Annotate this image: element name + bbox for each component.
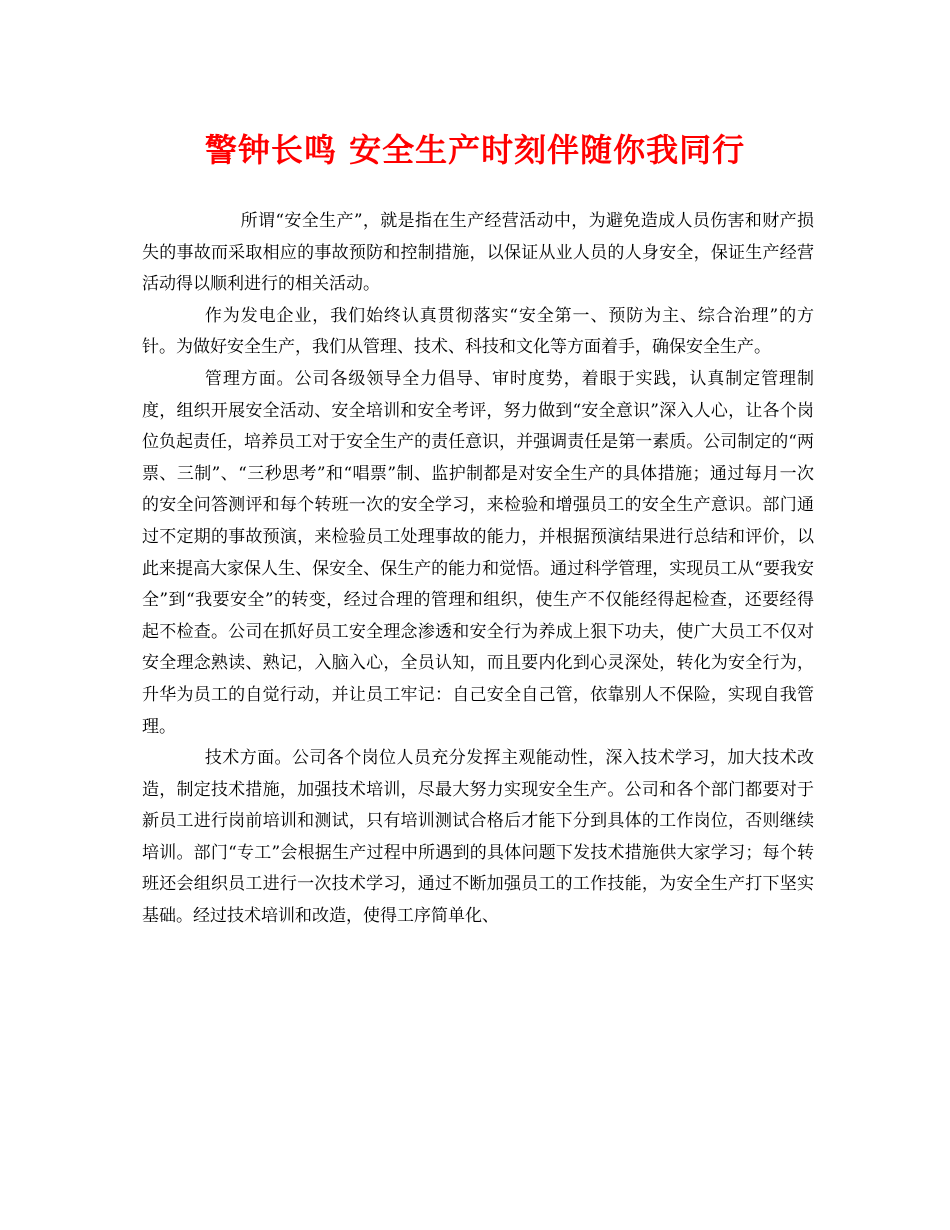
paragraph-technology: 技术方面。公司各个岗位人员充分发挥主观能动性，深入技术学习，加大技术改造，制定技术措施，加强技术培训，尽最大努力实现安全生产。公司和各个部门都要对于新员工进行岗前培训和测试，只有培训测试合格后才能下分到具体的工作岗位，否则继续培训。部门“专工”会根据生产过程中所遇到的具体问题下发技术措施供大家学习；每个转班还会组织员工进行一次技术学习，通过不断加强员工的工作技能，为安全生产打下坚实基础。经过技术培训和改造，使得工序简单化、 <box>142 748 814 927</box>
document-title: 警钟长鸣 安全生产时刻伴随你我同行 <box>204 131 746 169</box>
paragraph-policy: 作为发电企业，我们始终认真贯彻落实“安全第一、预防为主、综合治理”的方针。为做好安全生产，我们从管理、技术、科技和文化等方面着手，确保安全生产。 <box>142 305 814 358</box>
document-body <box>142 206 814 933</box>
paragraph-management: 管理方面。公司各级领导全力倡导、审时度势，着眼于实践，认真制定管理制度，组织开展安全活动、安全培训和安全考评，努力做到“安全意识”深入人心，让各个岗位负起责任，培养员工对于安全生产的责任意识，并强调责任是第一素质。公司制定的“两票、三制”、“三秒思考”和“唱票”制、监护制都是对安全生产的具体措施；通过每月一次的安全问答测评和每个转班一次的安全学习，来检验和增强员工的安全生产意识。部门通过不定期的事故预演，来检验员工处理事故的能力，并根据预演结果进行总结和评价，以此来提高大家保人生、保安全、保生产的能力和觉悟。通过科学管理，实现员工从“要我安全”到“我要安全”的转变，经过合理的管理和组织，使生产不仅能经得起检查，还要经得起不检查。公司在抓好员工安全理念渗透和安全行为养成上狠下功夫，使广大员工不仅对安全理念熟读、熟记，入脑入心，全员认知，而且要内化到心灵深处，转化为安全行为，升华为员工的自觉行动，并让员工牢记：自己安全自己管，依靠别人不保险，实现自我管理。 <box>142 368 814 737</box>
paragraph-definition: 所谓“安全生产”，就是指在生产经营活动中，为避免造成人员伤害和财产损失的事故而采取相应的事故预防和控制措施，以保证从业人员的人身安全，保证生产经营活动得以顺利进行的相关活动。 <box>142 211 814 295</box>
